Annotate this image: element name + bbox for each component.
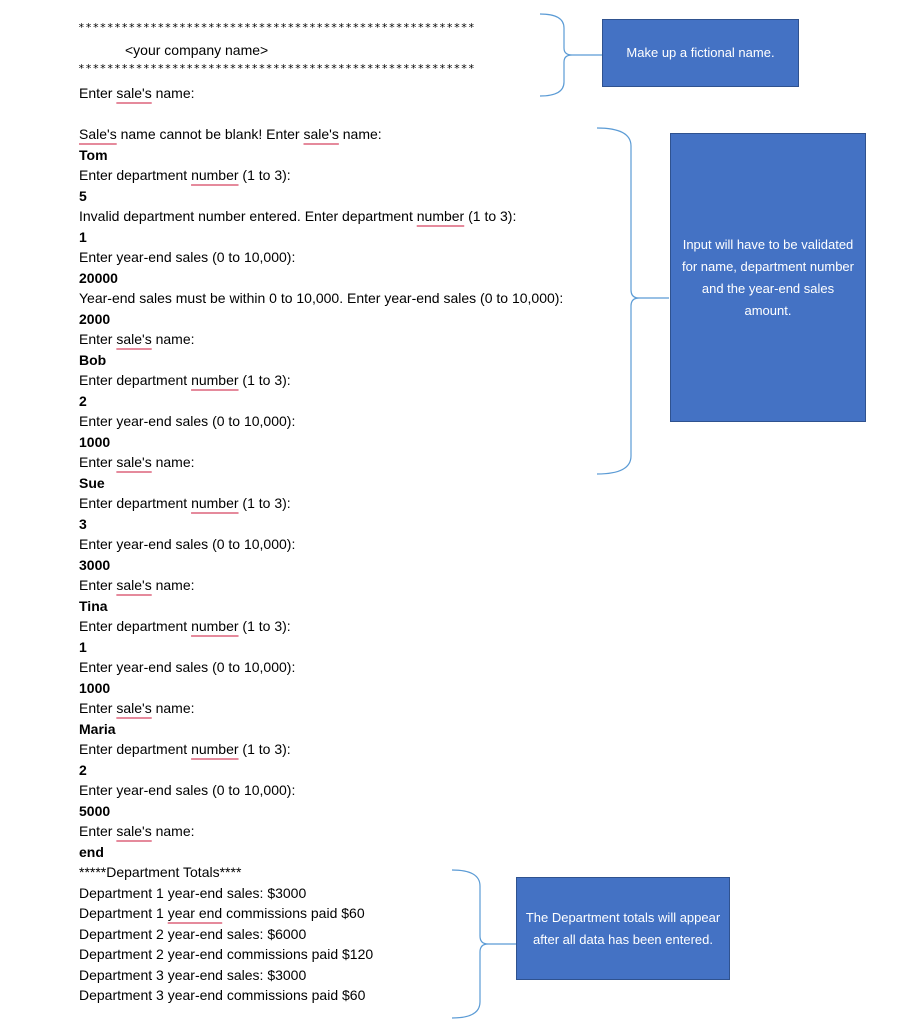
console-text: Enter year-end sales (0 to 10,000): [79,249,296,265]
console-text: Department 1 [79,905,168,921]
console-text: name: [151,577,195,593]
console-input-line [79,473,105,493]
console-text: 2 [79,762,87,778]
console-prompt-line [79,944,373,964]
console-input-line [79,678,110,698]
console-text: commissions paid $60 [222,905,365,921]
console-text: Maria [79,721,116,737]
console-input-line [79,350,106,370]
console-text: Enter [79,85,117,101]
console-prompt-line [79,206,516,226]
console-text: end [79,844,104,860]
console-prompt-line [79,124,382,144]
console-text: Enter [79,577,117,593]
spellcheck-word: number [191,372,239,388]
console-input-line [79,268,118,288]
console-text: name: [151,454,195,470]
console-text: name: [151,85,195,101]
company-note-text: Make up a fictional name. [626,45,775,60]
console-text: Department 2 year-end commissions paid $120 [79,946,374,962]
console-input-line [79,432,110,452]
console-text: (1 to 3): [238,741,291,757]
console-input-line [79,760,87,780]
console-prompt-line [79,657,295,677]
console-text: 2 [79,393,87,409]
console-text: 3 [79,516,87,532]
console-prompt-line [79,575,195,595]
console-text: Bob [79,352,107,368]
console-prompt-line [79,411,295,431]
console-text: 1000 [79,434,111,450]
console-text: Department 2 year-end sales: $6000 [79,926,307,942]
console-text: Year-end sales must be within 0 to 10,000. Enter year-end sales (0 to 10,000): [79,290,564,306]
console-input-line [79,637,87,657]
brace-company [538,12,608,100]
spellcheck-word: sale's [116,823,152,839]
console-text: (1 to 3): [238,372,291,388]
spellcheck-word: sale's [116,454,152,470]
console-prompt-line [79,83,195,103]
console-prompt-line [79,924,306,944]
brace-totals [450,866,520,1024]
console-text: name: [151,700,195,716]
console-text: 5 [79,188,87,204]
spellcheck-word: sale's [116,331,152,347]
console-text: (1 to 3): [238,618,291,634]
console-input-line [79,186,87,206]
console-text: Sue [79,475,105,491]
console-text: name: [151,331,195,347]
console-prompt-line [79,329,195,349]
validation-note [670,133,866,422]
console-prompt-line [79,739,291,759]
console-text: Enter [79,823,117,839]
console-text: Department 3 year-end sales: $3000 [79,967,307,983]
spellcheck-word: number [191,167,239,183]
console-prompt-line [79,165,291,185]
console-prompt-line [79,370,291,390]
console-text: Enter department [79,167,192,183]
console-text: (1 to 3): [238,167,291,183]
console-prompt-line [79,883,306,903]
console-prompt-line [79,780,295,800]
console-prompt-line [79,493,291,513]
console-text: Enter department [79,495,192,511]
console-input-line [79,555,110,575]
spellcheck-word: number [191,495,239,511]
spellcheck-word: sale's [303,126,339,142]
console-prompt-line [79,903,365,923]
spellcheck-word: sale's [116,577,152,593]
console-text: Enter year-end sales (0 to 10,000): [79,782,296,798]
console-input-line [79,227,87,247]
console-text: name: [151,823,195,839]
brace-validation [595,124,675,480]
console-text: 20000 [79,270,118,286]
console-text: (1 to 3): [464,208,517,224]
company-note [602,19,799,87]
header-stars-bottom: ******************************************************* [78,62,476,75]
company-name-placeholder: <your company name> [125,42,269,58]
console-text: Tina [79,598,108,614]
validation-note-text: Input will have to be validated for name, department number and the year-end sales amount. [682,236,854,318]
console-prompt-line [79,452,195,472]
totals-note [516,877,730,980]
console-input-line [79,309,110,329]
console-text: Enter department [79,372,192,388]
console-text: Enter [79,700,117,716]
console-text: 3000 [79,557,111,573]
console-text: Enter year-end sales (0 to 10,000): [79,536,296,552]
console-text: Department 1 year-end sales: $3000 [79,885,307,901]
console-prompt-line [79,288,563,308]
spellcheck-word: number [191,741,239,757]
console-text: 2000 [79,311,111,327]
console-prompt-line [79,965,306,985]
console-prompt-line [79,862,241,882]
console-text: Enter [79,331,117,347]
console-text: Enter department [79,741,192,757]
console-text: Tom [79,147,108,163]
spellcheck-word: number [416,208,465,224]
spellcheck-word: year end [167,905,223,921]
console-input-line [79,842,104,862]
console-text: 1000 [79,680,111,696]
console-text: *****Department Totals**** [79,864,242,880]
console-prompt-line [79,247,295,267]
console-input-line [79,145,108,165]
console-prompt-line [79,985,365,1005]
totals-note-text: The Department totals will appear after all data has been entered. [525,909,721,947]
console-text: Enter year-end sales (0 to 10,000): [79,413,296,429]
console-text: 1 [79,229,87,245]
console-input-line [79,801,110,821]
console-text: Department 3 year-end commissions paid $60 [79,987,366,1003]
console-input-line [79,514,87,534]
console-input-line [79,596,108,616]
spellcheck-word: sale's [116,700,152,716]
console-prompt-line [79,534,295,554]
console-text: name cannot be blank! Enter [116,126,304,142]
console-input-line [79,391,87,411]
spellcheck-word: Sale's [79,126,117,142]
spellcheck-word: number [191,618,239,634]
console-text: Enter department [79,618,192,634]
console-input-line [79,719,116,739]
console-text: 1 [79,639,87,655]
console-text: 5000 [79,803,111,819]
console-text: Invalid department number entered. Enter department [79,208,417,224]
console-text: Enter year-end sales (0 to 10,000): [79,659,296,675]
header-stars-top: ******************************************************* [78,21,476,34]
console-text: Enter [79,454,117,470]
console-prompt-line [79,616,291,636]
console-prompt-line [79,821,195,841]
console-text: name: [338,126,382,142]
console-prompt-line [79,698,195,718]
spellcheck-word: sale's [116,85,152,101]
console-text: (1 to 3): [238,495,291,511]
